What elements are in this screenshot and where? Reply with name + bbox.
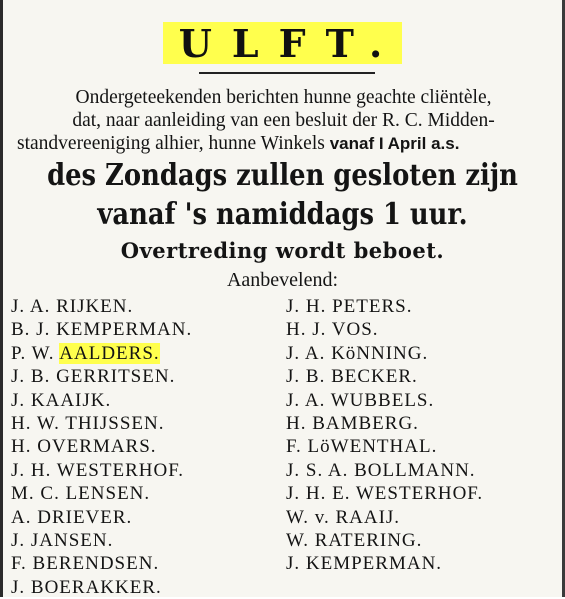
ad-title: ULFT. [163, 22, 402, 64]
list-item: J. H. E. WESTERHOF. [286, 483, 484, 505]
list-item: W. RATERING. [286, 530, 423, 552]
list-item: H. W. THIJSSEN. [11, 413, 165, 435]
intro-line-2: dat, naar aanleiding van een besluit der R. C. Midden- [72, 110, 495, 131]
list-item: J. JANSEN. [11, 530, 114, 552]
headline-2: vanaf 's namiddags 1 uur. [97, 197, 468, 232]
list-item: J. A. RIJKEN. [11, 296, 134, 317]
list-item: H. J. VOS. [286, 319, 379, 341]
title-divider [199, 72, 375, 74]
list-item: F. BERENDSEN. [11, 553, 160, 575]
highlighted-name: AALDERS. [59, 342, 160, 364]
list-item: W. v. RAAIJ. [286, 506, 401, 528]
list-item: J. KAAIJK. [11, 389, 112, 411]
list-item: J. S. A. BOLLMANN. [286, 459, 476, 481]
list-item: J. A. WUBBELS. [286, 389, 435, 411]
intro-date: vanaf I April a.s. [329, 134, 460, 153]
intro-line-1: Ondergeteekenden berichten hunne geachte cliëntèle, [75, 87, 492, 108]
list-item: J. KEMPERMAN. [286, 553, 443, 575]
names-right-column [286, 295, 483, 576]
list-item: H. BAMBERG. [286, 413, 419, 435]
intro-line-3-text: standvereeniging alhier, hunne Winkels [17, 133, 325, 154]
list-item: J. BOERAKKER. [11, 576, 162, 598]
list-item-initials: P. W. [11, 342, 55, 364]
warning-text: Overtreding wordt beboet. [120, 238, 445, 263]
recommended-label: Aanbevelend: [226, 269, 339, 291]
list-item: M. C. LENSEN. [11, 483, 151, 505]
intro-paragraph [17, 86, 550, 155]
title-block [3, 22, 562, 64]
list-item: A. DRIEVER. [11, 506, 133, 528]
headline-1: des Zondags zullen gesloten zijn [47, 158, 518, 193]
names-left-column [11, 295, 192, 599]
list-item: J. H. PETERS. [286, 296, 413, 317]
list-item-highlighted [11, 342, 192, 365]
list-item: B. J. KEMPERMAN. [11, 319, 193, 341]
list-item: F. LöWENTHAL. [286, 436, 438, 458]
list-item: J. H. WESTERHOF. [11, 459, 185, 481]
list-item: H. OVERMARS. [11, 436, 157, 458]
intro-line-3 [17, 132, 550, 155]
list-item: J. B. GERRITSEN. [11, 366, 176, 388]
list-item: J. A. KöNNING. [286, 342, 429, 364]
list-item: J. B. BECKER. [286, 366, 418, 388]
